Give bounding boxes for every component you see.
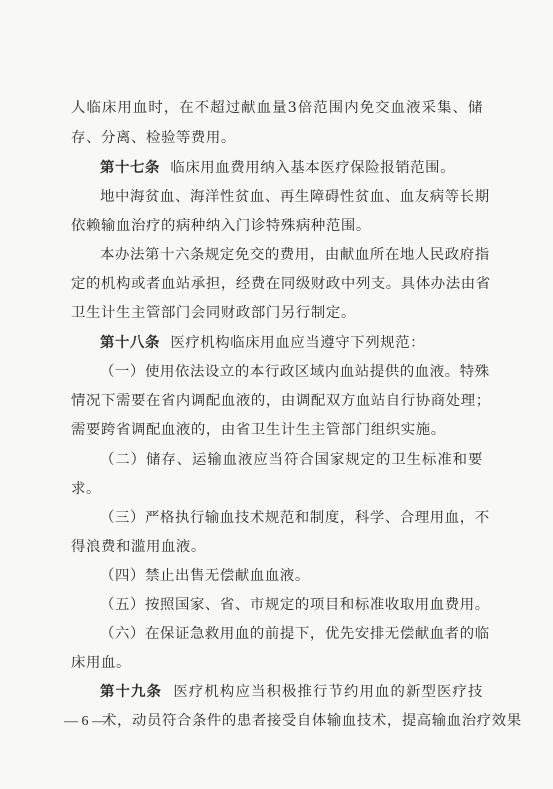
text-line: （五）按照国家、省、市规定的项目和标准收取用血费用。 (100, 597, 490, 613)
text-line: 人临床用血时，在不超过献血量3倍范围内免交血液采集、储 (71, 100, 483, 116)
text-line: （三）严格执行输血技术规范和制度，科学、合理用血，不 (100, 510, 490, 526)
text-line: （四）禁止出售无偿献血血液。 (100, 568, 310, 584)
article-17-text: 临床用血费用纳入基本医疗保险报销范围。 (170, 160, 456, 176)
text-line: 床用血。 (71, 655, 131, 671)
text-line: 需要跨省调配血液的，由省卫生计生主管部门组织实施。 (71, 422, 446, 438)
text-line: 定的机构或者血站承担，经费在同级财政中列支。具体办法由省 (71, 276, 491, 292)
article-19-title: 第十九条 (100, 684, 163, 700)
article-18 (100, 333, 483, 353)
text-line: 存、分离、检验等费用。 (71, 130, 236, 146)
article-19 (100, 682, 483, 702)
text-line: （一）使用依法设立的本行政区域内血站提供的血液。特殊 (100, 364, 490, 380)
article-17-title: 第十七条 (100, 160, 160, 176)
text-line: 地中海贫血、海洋性贫血、再生障碍性贫血、血友病等长期 (100, 189, 490, 205)
text-line: 得浪费和滥用血液。 (71, 539, 206, 555)
text-line: 依赖输血治疗的病种纳入门诊特殊病种范围。 (71, 218, 371, 234)
text-line: 情况下需要在省内调配血液的，由调配双方血站自行协商处理； (71, 393, 491, 409)
text-line: 卫生计生主管部门会同财政部门另行制定。 (71, 305, 356, 321)
text-line: （二）储存、运输血液应当符合国家规定的卫生标准和要 (100, 452, 483, 468)
article-19-text: 医疗机构应当积极推行节约用血的新型医疗技 (173, 684, 483, 700)
article-17 (100, 158, 483, 178)
page-number: — 6 — (64, 714, 106, 729)
text-line: 本办法第十六条规定免交的费用，由献血所在地人民政府指 (100, 247, 490, 263)
article-18-text: 医疗机构临床用血应当遵守下列规范： (170, 335, 426, 351)
text-line: （六）在保证急救用血的前提下，优先安排无偿献血者的临 (100, 626, 490, 642)
article-18-title: 第十八条 (100, 335, 160, 351)
text-line: 术，动员符合条件的患者接受自体输血技术，提高输血治疗效果 (102, 713, 522, 729)
text-line: 求。 (71, 481, 101, 497)
